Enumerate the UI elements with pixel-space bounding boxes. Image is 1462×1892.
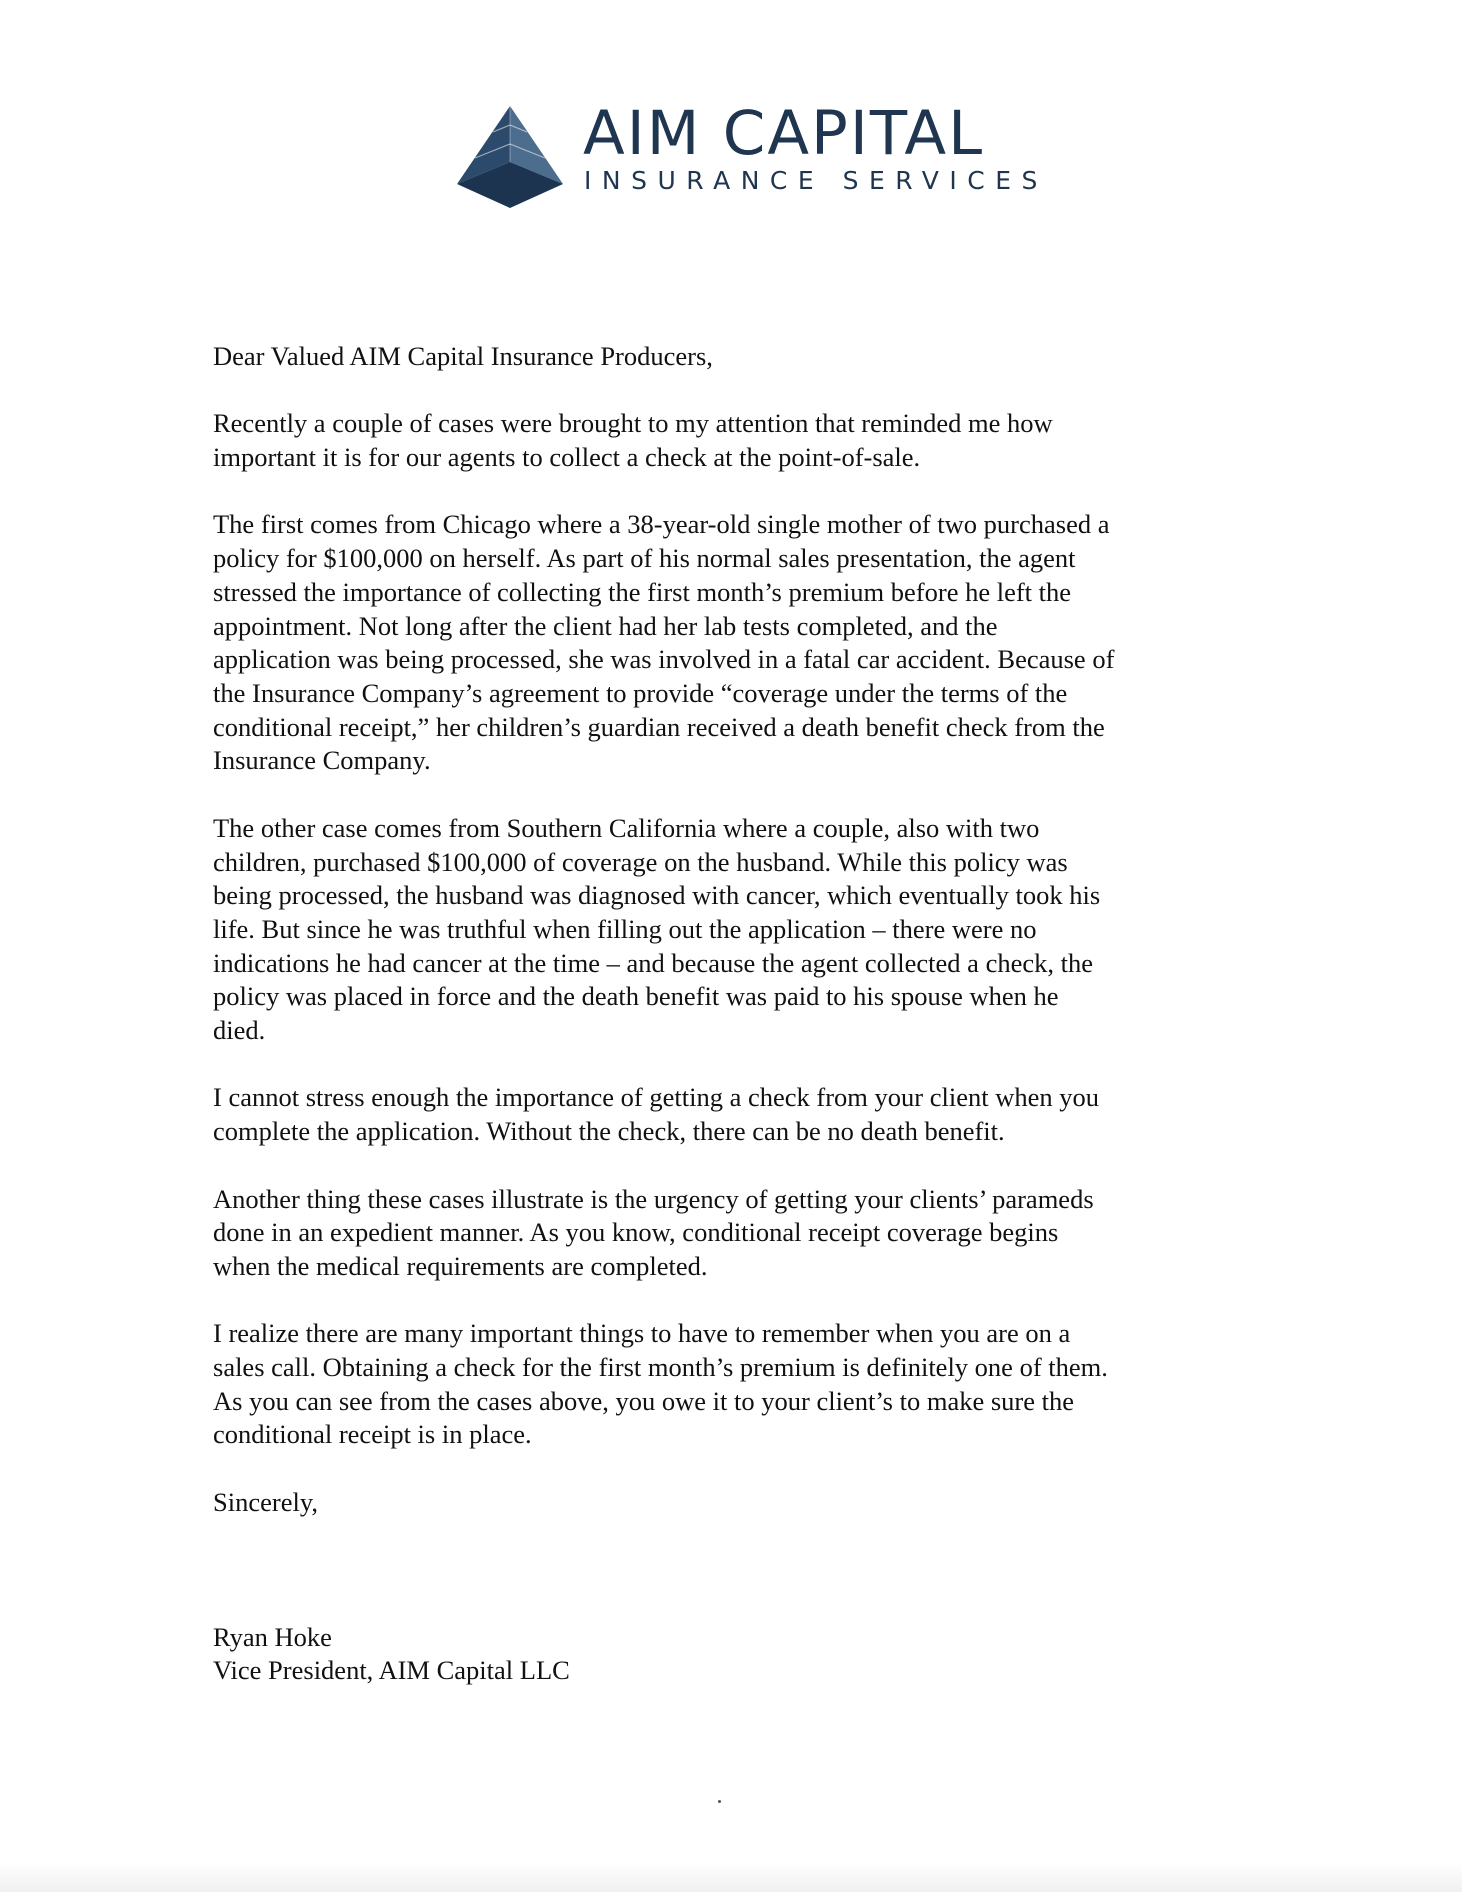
closing: Sincerely, bbox=[213, 1486, 318, 1517]
salutation: Dear Valued AIM Capital Insurance Producers, bbox=[213, 341, 713, 371]
signer-title: Vice President, AIM Capital LLC bbox=[213, 1655, 570, 1686]
paragraph-4: I cannot stress enough the importance of getting a check from your client when you complete the application. Without the check, there can be no death benefit. bbox=[213, 1082, 1100, 1147]
paragraph-3: The other case comes from Southern California where a couple, also with two children, purchased $100,000 of coverage on the husband. While this policy was being processed, the husband was diagnosed with cancer, which eventually took his life. But since he was truthful when filling out the application – there were no indications he had cancer at the time – and because the agent collected a check, the policy was placed in force and the death benefit was paid to his spouse when he died. bbox=[213, 812, 1101, 1046]
company-tagline: INSURANCE SERVICES bbox=[584, 166, 1048, 195]
paragraph-6: I realize there are many important things to have to remember when you are on a sales call. Obtaining a check for the first month’s premium is definitely one of them. As you can see from the cases above, you owe it to your client’s to make sure the conditional receipt is in place. bbox=[213, 1318, 1108, 1450]
page-bottom-edge bbox=[0, 1862, 1462, 1892]
paragraph-5: Another thing these cases illustrate is the urgency of getting your clients’ parameds done in an expedient manner. As you know, conditional receipt coverage begins when the medical requirements are completed. bbox=[213, 1183, 1094, 1281]
paragraph-2: The first comes from Chicago where a 38-year-old single mother of two purchased a policy for $100,000 on herself. As part of his normal sales presentation, the agent stressed the importance of collecting the first month’s premium before he left the appointment. Not long after the client had her lab tests completed, and the application was being processed, she was involved in a fatal car accident. Because of the Insurance Company’s agreement to provide “coverage under the terms of the conditional receipt,” her children’s guardian received a death benefit check from the Insurance Company. bbox=[213, 509, 1115, 776]
letter-body bbox=[213, 340, 1273, 1688]
company-logo bbox=[455, 98, 1048, 212]
company-name: AIM CAPITAL bbox=[583, 98, 985, 169]
signer-name: Ryan Hoke bbox=[213, 1621, 332, 1652]
page-dot bbox=[718, 1800, 721, 1803]
pyramid-logo-icon bbox=[455, 104, 565, 210]
paragraph-1: Recently a couple of cases were brought to my attention that reminded me how important it is for our agents to collect a check at the point-of-sale. bbox=[213, 408, 1053, 473]
